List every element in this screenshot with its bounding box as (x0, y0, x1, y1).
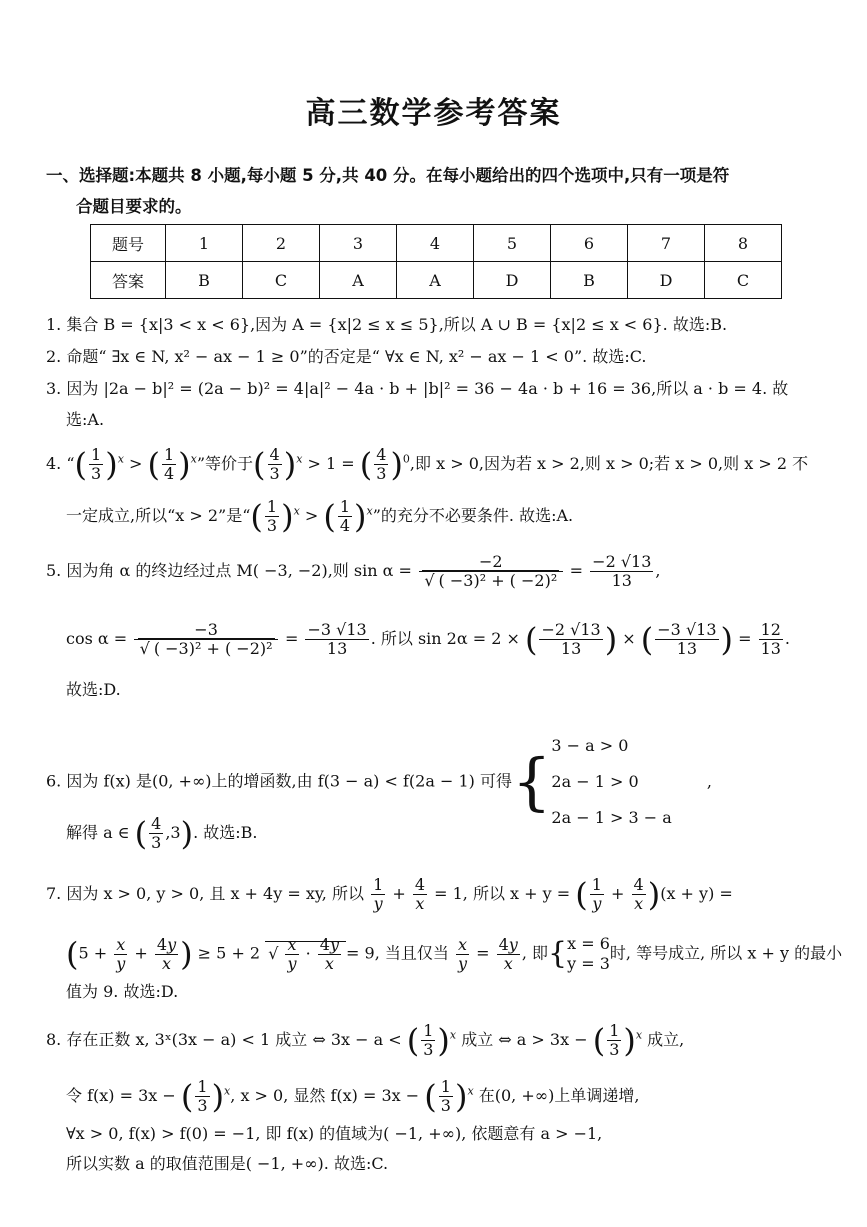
number-cell: 6 (551, 225, 628, 262)
solution-5-text1: 5. 因为角 α 的终边经过点 M( −3, −2),则 sin α = (46, 561, 412, 580)
solution-4-text4: ”的充分不必要条件. 故选:A. (372, 506, 574, 525)
solution-1: 1. 集合 B = {x|3 < x < 6},因为 A = {x|2 ≤ x ≤ 5},所以 A ∪ B = {x|2 ≤ x < 6}. 故选:B. (46, 315, 728, 334)
number-cell: 5 (474, 225, 551, 262)
solution-4-text2: ,即 x > 0,因为若 x > 2,则 x > 0;若 x > 0,则 x > 2 不 (409, 454, 809, 473)
solution-8-text1: 8. 存在正数 x, 3ˣ(3x − a) < 1 成立 ⇔ 3x − a < (46, 1030, 402, 1049)
solution-6-text3: . 故选:B. (193, 823, 258, 842)
solution-4-line1: 4. “( $\frac{1}{3}$ )$^x$ > ( $\frac{1}{4}$ )$^x$”等价于( $\frac{4}{3}$ )$^x$ > 1 = ( $\frac{4}{3}$ )$^0$,即 x > 0,因为若 x > 2,则 x > 0;若 x > 0,则 x > 2 不 (46, 445, 809, 484)
answer-cell: B (166, 262, 243, 299)
solution-8-line4: 所以实数 a 的取值范围是( −1, +∞). 故选:C. (66, 1154, 389, 1173)
solution-4-text3: 一定成立,所以“x > 2”是“ (66, 506, 251, 525)
solution-7-text3: (x + y) = (660, 884, 733, 903)
solution-6-system (551, 728, 671, 836)
solution-8-text5: , x > 0, 显然 f(x) = 3x − (230, 1086, 420, 1105)
answer-table-header-row (91, 225, 782, 262)
solution-7-text2: = 1, 所以 x + y = (434, 884, 571, 903)
number-cell: 8 (705, 225, 782, 262)
solution-8-text6: 在(0, +∞)上单调递增, (478, 1086, 640, 1105)
solution-7-line2: (5 + $\frac{x}{y}$ + $\frac{4y}{x}$ ) ≥ 5 + 2 √ $\frac{x}{y}$ · $\frac{4y}{x}$ = 9, 当且仅当 $\frac{x}{y}$ = $\frac{4y}{x}$ , 即{ x = 6 y = 3 时, 等号成立, 所以 x + y 的最小 (66, 934, 843, 973)
number-cell: 1 (166, 225, 243, 262)
solution-7-text4: = 9, 当且仅当 (346, 943, 449, 963)
solution-7-line1: 7. 因为 x > 0, y > 0, 且 x + 4y = xy, 所以 $\frac{1}{y}$ + $\frac{4}{x}$ = 1, 所以 x + y = ( $\frac{1}{y}$ + $\frac{4}{x}$ )(x + y) = (46, 875, 733, 914)
header-label-cell: 题号 (91, 225, 166, 262)
answer-cell: C (705, 262, 782, 299)
solution-5-line1: 5. 因为角 α 的终边经过点 M( −3, −2),则 sin α = $\frac{-2}{\text{√ ( −3)² + ( −2)²}}$ = $\frac{-2 √13}{13}$ , (46, 552, 661, 590)
system-row: x = 6 (567, 934, 610, 953)
solution-5-text2: . 所以 sin 2α = 2 × (370, 629, 520, 648)
solution-2: 2. 命题“ ∃x ∈ N, x² − ax − 1 ≥ 0”的否定是“ ∀x ∈ N, x² − ax − 1 < 0”. 故选:C. (46, 347, 647, 366)
solution-8-line2: 令 f(x) = 3x − ( $\frac{1}{3}$ )$^x$, x > 0, 显然 f(x) = 3x − ( $\frac{1}{3}$ )$^x$ 在(0, +∞)上单调递增, (66, 1077, 640, 1116)
answer-table (90, 224, 782, 299)
answer-table-answer-row (91, 262, 782, 299)
number-cell: 7 (628, 225, 705, 262)
section-heading-line2: 合题目要求的。 (76, 197, 192, 216)
solution-6-line2: 解得 a ∈ ( $\frac{4}{3}$ ,3). 故选:B. (66, 814, 258, 853)
solution-8-text3: 成立, (647, 1030, 685, 1049)
solution-4-line2: 一定成立,所以“x > 2”是“( $\frac{1}{3}$ )$^x$ > ( $\frac{1}{4}$ )$^x$”的充分不必要条件. 故选:A. (66, 497, 574, 536)
system-row: y = 3 (567, 954, 610, 973)
solution-7-system (567, 934, 610, 974)
system-row: 3 − a > 0 (551, 736, 629, 755)
answer-cell: B (551, 262, 628, 299)
number-cell: 3 (320, 225, 397, 262)
page-title: 高三数学参考答案 (305, 96, 562, 131)
answer-cell: A (320, 262, 397, 299)
number-cell: 2 (243, 225, 320, 262)
solution-7-text1: 7. 因为 x > 0, y > 0, 且 x + 4y = xy, 所以 (46, 884, 364, 903)
system-row: 2a − 1 > 0 (551, 772, 639, 791)
answer-cell: D (474, 262, 551, 299)
answer-cell: C (243, 262, 320, 299)
solution-8-text2: 成立 ⇔ a > 3x − (461, 1030, 588, 1049)
section-heading (46, 160, 836, 222)
solution-6-text1: 6. 因为 f(x) 是(0, +∞)上的增函数,由 f(3 − a) < f(2a − 1) 可得 (46, 771, 512, 791)
solution-5-end: 故选:D. (66, 680, 121, 699)
solution-6-text2: 解得 a ∈ (66, 823, 130, 842)
solution-7-text6: 时, 等号成立, 所以 x + y 的最小 (609, 943, 843, 963)
solution-8-line3: ∀x > 0, f(x) > f(0) = −1, 即 f(x) 的值域为( −1, +∞), 依题意有 a > −1, (66, 1124, 603, 1143)
solution-4-text1: ”等价于 (196, 454, 254, 473)
solution-8-text4: 令 f(x) = 3x − (66, 1086, 176, 1105)
solution-3-line1: 3. 因为 |2a − b|² = (2a − b)² = 4|a|² − 4a · b + |b|² = 36 − 4a · b + 16 = 36,所以 a · b = 4. 故 (46, 379, 789, 398)
solution-7-end: 值为 9. 故选:D. (66, 982, 179, 1001)
system-row: 2a − 1 > 3 − a (551, 808, 672, 827)
section-heading-line1: 一、选择题:本题共 8 小题,每小题 5 分,共 40 分。在每小题给出的四个选项中,只有一项是符 (46, 166, 730, 185)
number-cell: 4 (397, 225, 474, 262)
answer-label-cell: 答案 (91, 262, 166, 299)
solution-6-line1: 6. 因为 f(x) 是(0, +∞)上的增函数,由 f(3 − a) < f(2a − 1) 可得{ 3 − a > 0 2a − 1 > 0 2a − 1 > 3 − a , (46, 728, 712, 836)
answer-cell: D (628, 262, 705, 299)
solution-3-line2: 选:A. (66, 410, 105, 429)
solution-5-line2: cos α = $\frac{-3}{\text{√ ( −3)² + ( −2)²}}$ = $\frac{-3 √13}{13}$ . 所以 sin 2α = 2 × ( $\frac{-2 √13}{13}$ ) × ( $\frac{-3 √13}{13}$ ) = $\frac{12}{13}$ . (66, 620, 791, 659)
solution-8-line1: 8. 存在正数 x, 3ˣ(3x − a) < 1 成立 ⇔ 3x − a < ( $\frac{1}{3}$ )$^x$ 成立 ⇔ a > 3x − ( $\frac{1}{3}$ )$^x$ 成立, (46, 1021, 685, 1060)
solution-7-text5: , 即 (521, 943, 549, 963)
answer-cell: A (397, 262, 474, 299)
